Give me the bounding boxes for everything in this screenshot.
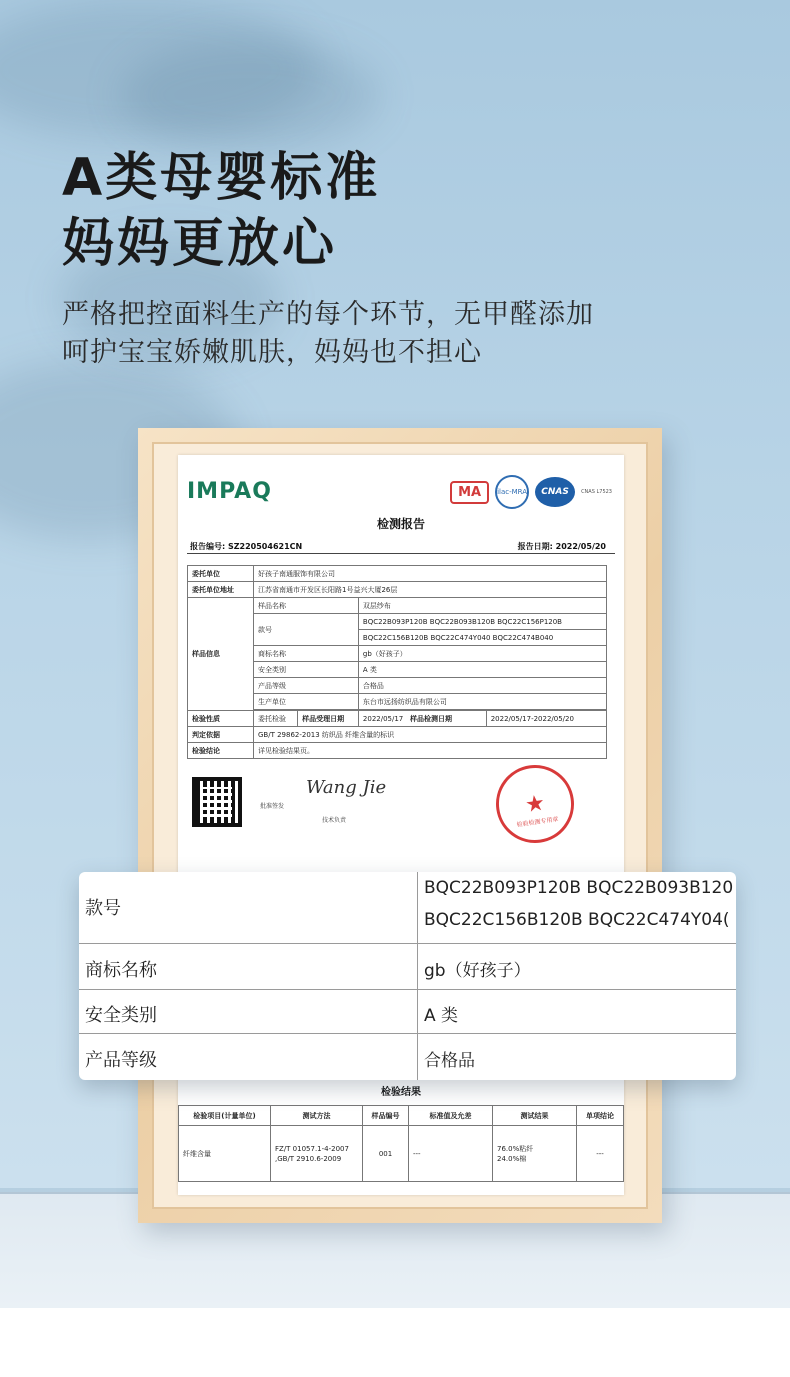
table-row bbox=[188, 727, 607, 743]
subline-1: 严格把控面料生产的每个环节，无甲醛添加 bbox=[62, 299, 594, 330]
leaf-shadow bbox=[120, 40, 380, 150]
zoom-label: 款号 bbox=[85, 898, 121, 919]
cma-mark-icon: MA bbox=[450, 481, 489, 504]
headline-line-2: 妈妈更放心 bbox=[62, 214, 338, 274]
cell-label: 委托单位地址 bbox=[188, 582, 254, 598]
table-row bbox=[188, 598, 607, 614]
cell-value: 详见检验结果页。 bbox=[254, 743, 607, 759]
cnas-code: CNAS L7523 bbox=[581, 488, 612, 495]
table-row bbox=[188, 582, 607, 598]
table-row bbox=[188, 566, 607, 582]
cell-label: 判定依据 bbox=[188, 727, 254, 743]
signature: Wang Jie bbox=[306, 777, 387, 798]
zoom-value: BQC22B093P120B BQC22B093B120 bbox=[424, 878, 734, 898]
zoomed-detail-card bbox=[79, 872, 736, 1080]
zoom-divider bbox=[417, 944, 418, 989]
cell-value: 纤维含量 bbox=[179, 1126, 271, 1182]
results-title: 检验结果 bbox=[381, 1087, 421, 1098]
cell-value: --- bbox=[409, 1126, 493, 1182]
zoom-divider bbox=[417, 872, 418, 943]
table-row bbox=[188, 711, 607, 727]
report-info-table bbox=[187, 565, 607, 759]
result-line: 76.0%粘纤 bbox=[497, 1144, 534, 1153]
cell-label: 检验结论 bbox=[188, 743, 254, 759]
official-seal-icon: ★ 检验检测专用章 bbox=[491, 760, 579, 848]
cell-value: --- bbox=[577, 1126, 624, 1182]
table-header-row bbox=[179, 1106, 624, 1126]
table-row bbox=[179, 1126, 624, 1182]
column-header: 检验项目(计量单位) bbox=[179, 1106, 271, 1126]
headline-line-1: A类母婴标准 bbox=[62, 148, 381, 208]
cell-label: 样品受理日期 bbox=[298, 711, 359, 727]
cell-value: BQC22B093P120B BQC22B093B120B BQC22C156P120B bbox=[358, 614, 606, 630]
report-date: 报告日期: 2022/05/20 bbox=[517, 542, 606, 551]
zoom-label: 安全类别 bbox=[85, 1005, 157, 1026]
cell-value bbox=[493, 1126, 577, 1182]
column-header: 单项结论 bbox=[577, 1106, 624, 1126]
zoom-row-safety bbox=[79, 990, 736, 1034]
results-table bbox=[178, 1105, 624, 1182]
zoom-value: BQC22C156B120B BQC22C474Y04( bbox=[424, 910, 730, 930]
received-date: 2022/05/17 bbox=[362, 714, 404, 723]
table-row bbox=[188, 743, 607, 759]
cell-label: 样品名称 bbox=[254, 598, 359, 614]
cell-value: 双层纱布 bbox=[358, 598, 606, 614]
cell-label: 生产单位 bbox=[254, 694, 359, 710]
cell-label: 款号 bbox=[254, 614, 359, 646]
cell-value: BQC22C156B120B BQC22C474Y040 BQC22C474B040 bbox=[358, 630, 606, 646]
column-header: 测试结果 bbox=[493, 1106, 577, 1126]
zoom-divider bbox=[417, 1034, 418, 1080]
impaq-logo: IMPAQ bbox=[187, 479, 272, 504]
cell-value: GB/T 29862-2013 纺织品 纤维含量的标识 bbox=[254, 727, 607, 743]
report-number: 报告编号: SZ220504621CN bbox=[190, 542, 303, 551]
result-line: 24.0%棉 bbox=[497, 1154, 527, 1163]
approver-label: 批准签发 bbox=[260, 803, 285, 810]
zoom-value: A 类 bbox=[424, 1006, 459, 1026]
cell-value: 2022/05/17-2022/05/20 bbox=[486, 711, 606, 727]
cell-value: 江苏省南通市开发区长阳路1号益兴大厦26层 bbox=[254, 582, 607, 598]
cell-label: 委托单位 bbox=[188, 566, 254, 582]
cell-value: 委托检验 bbox=[254, 711, 298, 727]
zoom-row-brand bbox=[79, 944, 736, 990]
cell-value: 好孩子南通服饰有限公司 bbox=[254, 566, 607, 582]
cell-value: A 类 bbox=[358, 662, 606, 678]
zoom-label: 产品等级 bbox=[85, 1050, 157, 1071]
cell-value: 合格品 bbox=[358, 678, 606, 694]
column-header: 样品编号 bbox=[363, 1106, 409, 1126]
zoom-value: gb（好孩子） bbox=[424, 961, 531, 981]
zoom-row-model bbox=[79, 872, 736, 944]
tech-label: 技术负责 bbox=[322, 817, 347, 824]
zoom-row-grade bbox=[79, 1034, 736, 1080]
cell-label: 样品信息 bbox=[188, 598, 254, 711]
cell-value bbox=[358, 711, 486, 727]
report-title: 检测报告 bbox=[376, 517, 425, 531]
cell-label: 产品等级 bbox=[254, 678, 359, 694]
test-report-document bbox=[178, 455, 624, 1195]
cell-value: 东台市远扬纺织品有限公司 bbox=[358, 694, 606, 710]
qr-code-icon bbox=[192, 777, 242, 827]
cell-value: gb（好孩子） bbox=[358, 646, 606, 662]
column-header: 测试方法 bbox=[271, 1106, 363, 1126]
divider bbox=[187, 553, 615, 554]
certification-marks bbox=[450, 475, 612, 509]
cnas-mark-icon: CNAS bbox=[535, 477, 575, 507]
seal-text: 检验检测专用章 bbox=[516, 815, 559, 829]
column-header: 标准值及允差 bbox=[409, 1106, 493, 1126]
subline-2: 呵护宝宝娇嫩肌肤，妈妈也不担心 bbox=[62, 337, 482, 368]
zoom-label: 商标名称 bbox=[85, 960, 157, 981]
zoom-value: 合格品 bbox=[424, 1051, 475, 1071]
zoom-divider bbox=[417, 990, 418, 1033]
test-date-label: 样品检测日期 bbox=[409, 714, 452, 723]
cell-label: 安全类别 bbox=[254, 662, 359, 678]
cell-label: 商标名称 bbox=[254, 646, 359, 662]
cell-value: 001 bbox=[363, 1126, 409, 1182]
cell-value: FZ/T 01057.1-4-2007 ,GB/T 2910.6-2009 bbox=[271, 1126, 363, 1182]
ilac-mra-icon: ilac-MRA bbox=[495, 475, 529, 509]
cell-label: 检验性质 bbox=[188, 711, 254, 727]
